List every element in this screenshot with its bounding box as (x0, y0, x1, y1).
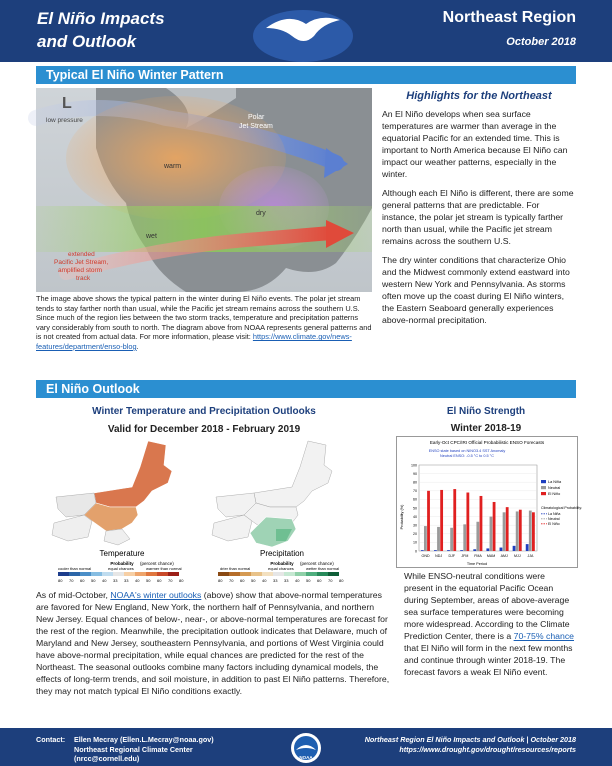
footer-contact-label: Contact: (36, 735, 66, 744)
bar-lania (526, 544, 529, 551)
precip-legend-equal: equal chances (268, 566, 294, 571)
temp-legend-equal: equal chances (108, 566, 134, 571)
pattern-map-graphic (36, 88, 372, 292)
precipitation-label: Precipitation (259, 549, 305, 558)
x-tick-label: MAM (486, 554, 496, 558)
temp-scale-number: 33 (124, 578, 129, 583)
precip-scale-number: 40 (262, 578, 267, 583)
issue-date: October 2018 (506, 36, 576, 48)
legend-label: El Niño (548, 492, 561, 496)
precip-scale-number: 50 (306, 578, 311, 583)
y-tick-label: 100 (411, 463, 417, 468)
x-tick-label: MJJ (514, 554, 521, 558)
bar-neutral (424, 526, 427, 551)
strength-subtitle: Winter 2018-19 (450, 423, 522, 434)
enso-forecast-chart (396, 436, 583, 568)
noaa-logo-icon (290, 732, 322, 764)
legend-swatch (541, 486, 546, 489)
footer (0, 728, 612, 766)
enso-chart-svg (397, 437, 583, 567)
temp-scale-number: 33 (113, 578, 118, 583)
wet-label: wet (146, 233, 157, 240)
y-tick-label: 0 (415, 549, 417, 554)
precip-legend-wet: wetter than normal (306, 566, 340, 571)
bar-elnio (427, 491, 430, 551)
y-tick-label: 20 (413, 532, 417, 537)
cpc-chance-link[interactable]: 70-75% chance (513, 631, 574, 641)
highlights-paragraph-1: An El Niño develops when sea surface temperatures are warmer than average in the equatorial Pacific for an extended time. This is important to North America because El Niño can impact our weather patterns, especially in the winter. (382, 109, 568, 179)
temp-legend-cool: cooler than normal (58, 566, 92, 571)
x-tick-label: DJF (448, 554, 456, 558)
bar-neutral (476, 522, 479, 551)
outlook-valid-period: Valid for December 2018 - February 2019 (107, 424, 301, 435)
title-line-2: and Outlook (37, 32, 137, 51)
y-tick-label: 30 (413, 523, 417, 528)
bar-elnio (493, 502, 496, 551)
section-band-outlook (36, 380, 576, 398)
temp-scale-number: 50 (146, 578, 151, 583)
y-tick-label: 90 (413, 471, 417, 476)
legend-climatology-label: La Niña (548, 512, 561, 516)
pacific-jet-label-4: track (76, 275, 91, 282)
bar-elnio (506, 507, 509, 551)
precip-legend-sub: (percent chance) (300, 561, 334, 566)
y-tick-label: 50 (413, 506, 417, 511)
bar-lania (513, 546, 516, 551)
precip-legend-dry: drier than normal (220, 566, 251, 571)
chart-title: Early-Oct CPC/IRI Official Probabilistic ENSO Forecasts (429, 440, 545, 445)
climate-gov-link[interactable]: https://www.climate.gov/news-features/department/enso-blog (36, 332, 352, 351)
bar-neutral (503, 512, 506, 551)
region-title: Northeast Region (442, 9, 576, 26)
precip-scale-number: 80 (218, 578, 223, 583)
footer-report-title: Northeast Region El Niño Impacts and Outlook | October 2018 (364, 735, 576, 744)
bar-elnio (440, 490, 443, 551)
bar-neutral (450, 528, 453, 551)
y-tick-label: 40 (413, 514, 417, 519)
precip-scale-number: 70 (328, 578, 333, 583)
low-pressure-letter: L (62, 95, 72, 112)
bar-lania (486, 548, 489, 551)
legend-label: La Niña (548, 480, 562, 484)
outlook-body-intro: As of mid-October, (36, 590, 111, 600)
strength-title: El Niño Strength (446, 406, 526, 417)
polar-jet-label-1: Polar (248, 114, 265, 121)
y-tick-label: 80 (413, 480, 417, 485)
section-title: El Niño Outlook (46, 382, 140, 396)
document-title (37, 7, 237, 53)
legend-climatology-title: Climatological Probability: (541, 506, 583, 510)
bar-lania (460, 550, 463, 551)
temp-legend-sub: (percent chance) (140, 561, 174, 566)
precip-scale-number: 40 (295, 578, 300, 583)
bar-lania (473, 549, 476, 551)
y-tick-label: 60 (413, 497, 417, 502)
y-tick-label: 10 (413, 540, 417, 545)
bar-elnio (519, 510, 522, 551)
bar-elnio (480, 496, 483, 551)
x-tick-label: OND (421, 554, 430, 558)
precip-scale-number: 50 (251, 578, 256, 583)
footer-contact-org: Northeast Regional Climate Center (74, 744, 193, 754)
caption-end: . (136, 341, 139, 351)
precip-scale-number: 70 (229, 578, 234, 583)
bar-neutral (463, 524, 466, 551)
pacific-jet-label-1: extended (68, 251, 95, 258)
pacific-jet-label-2: Pacific Jet Stream, (54, 259, 109, 266)
x-tick-label: FMA (474, 554, 482, 558)
legend-swatch (541, 492, 546, 495)
bar-lania (421, 550, 424, 551)
dry-label: dry (256, 210, 266, 217)
temp-legend-warm: warmer than normal (146, 566, 182, 571)
legend-climatology-label: El Niño (548, 522, 560, 526)
caption-text: The image above shows the typical pattern in the winter during El Niño events. The polar jet stream tends to stay farther north than usual, while the Pacific jet stream remains across the southern U.S. Since much of the region lies between the two storm tracks, temperature and precipitation patterns vary considerably from south to north. The diagram above from NOAA represents general patterns and is not created from actual data. For more information, please visit: (36, 294, 372, 342)
temp-scale-number: 60 (157, 578, 162, 583)
temp-scale-number: 40 (102, 578, 107, 583)
temp-legend-title: Probability (110, 561, 134, 566)
section-title: Typical El Niño Winter Pattern (46, 68, 224, 82)
temp-scale-number: 80 (179, 578, 184, 583)
enso-strength-text (404, 570, 576, 678)
footer-report-url[interactable]: https://www.drought.gov/drought/resources/reports (399, 744, 576, 754)
temperature-label: Temperature (99, 549, 145, 558)
y-tick-label: 70 (413, 489, 417, 494)
footer-right (365, 735, 576, 754)
precip-scale-number: 33 (284, 578, 289, 583)
outlook-body-text (36, 589, 392, 697)
x-tick-label: JJA (527, 554, 534, 558)
x-tick-label: JFM (461, 554, 469, 558)
highlights-body (382, 108, 576, 333)
enso-text-rest: that El Niño will form in the next few months and continue through winter 2018-19. The forecast favors a weak El Niño event. (404, 643, 573, 677)
header-banner (0, 0, 612, 62)
noaa-logo-text: NOAA (299, 755, 313, 760)
pacific-jet-label-3: amplified storm (58, 267, 103, 274)
outlooks-title: Winter Temperature and Precipitation Outlooks (92, 406, 316, 417)
footer-contact-email: (nrcc@cornell.edu) (74, 754, 140, 764)
temp-scale-number: 80 (58, 578, 63, 583)
chart-ylabel: Probability (%) (400, 504, 404, 530)
el-nino-pattern-map (36, 88, 372, 292)
warm-label: warm (164, 163, 182, 170)
outlook-maps (48, 437, 372, 587)
legend-climatology-label: Neutral (548, 517, 560, 521)
precip-scale-number: 33 (273, 578, 278, 583)
bar-elnio (466, 493, 469, 551)
footer-contact (74, 735, 214, 764)
bar-elnio (453, 489, 456, 551)
x-tick-label: AMJ (500, 554, 508, 558)
temp-scale-number: 40 (135, 578, 140, 583)
highlights-paragraph-3: The dry winter conditions that characterize Ohio and the Midwest commonly extend eastward into western New York and Pennsylvania. As storms often move up the coast during El Niño winters, the Eastern Seaboard generally experiences above-normal precipitation. (382, 255, 570, 325)
highlights-paragraph-2: Although each El Niño is different, there are some general patterns that are predictable. For instance, the polar jet stream is typically farther north than usual, while the Pacific jet stream remains across the southern U.S. (382, 188, 574, 246)
outlook-maps-graphic (48, 437, 372, 587)
x-tick-label: NDJ (435, 554, 443, 558)
bar-lania (500, 548, 503, 551)
wave-logo-icon (248, 6, 358, 56)
bar-lania (447, 550, 450, 551)
legend-label: Neutral (548, 486, 561, 490)
legend-swatch (541, 480, 546, 483)
bar-elnio (532, 512, 535, 551)
title-line-1: El Niño Impacts (37, 9, 165, 28)
bar-neutral (529, 511, 532, 551)
footer-contact-name: Ellen Mecray (Ellen.L.Mecray@noaa.gov) (74, 735, 214, 744)
temp-scale-number: 70 (69, 578, 74, 583)
highlights-title: Highlights for the Northeast (406, 90, 552, 102)
section-band-winter-pattern (36, 66, 576, 84)
bar-lania (434, 550, 437, 551)
temp-scale-number: 50 (91, 578, 96, 583)
temp-scale-number: 60 (80, 578, 85, 583)
low-pressure-label: low pressure (46, 117, 83, 124)
precip-legend-title: Probability (270, 561, 294, 566)
bar-neutral (516, 511, 519, 551)
precip-scale-number: 80 (339, 578, 344, 583)
enso-text-intro: While ENSO-neutral conditions were present in the equatorial Pacific Ocean during September, areas of above-average sea surface temperatures were becoming more widespread. According to the Climate Prediction Center, there is a (404, 571, 570, 641)
temp-scale-number: 70 (168, 578, 173, 583)
precip-scale-number: 60 (317, 578, 322, 583)
outlook-body-rest: (above) show that above-normal temperatures are favored for New England, New York, the northern half of Pennsylvania, and northern New Jersey. Equal chances of below-, near-, or above-normal temperatures are forecast for the rest of the region. Meanwhile, the precipitation outlook indicates that Delaware, much of Maryland and New Jersey, southeastern Pennsylvania, and portions of West Virginia could have above-normal precipitation, while equal chances are predicted for the rest of the Northeast. The seasonal outlooks combine many factors including dynamical models, the effects of long-term trends, and soil moisture, in addition to past El Niño patterns. Therefore, they may not match typical El Niño conditions exactly. (36, 590, 390, 696)
chart-legend (541, 480, 582, 526)
precip-scale-number: 60 (240, 578, 245, 583)
chart-xlabel: Time Period (466, 562, 488, 566)
map-caption (36, 294, 372, 352)
bar-neutral (490, 517, 493, 551)
bar-neutral (437, 527, 440, 551)
polar-jet-label-2: Jet Stream (239, 123, 273, 130)
chart-subtitle-2: Neutral ENSO: -0.5 °C to 0.5 °C (440, 454, 494, 458)
chart-subtitle-1: ENSO state based on NINO3.4 SST Anomaly (428, 449, 506, 453)
noaa-winter-outlooks-link[interactable]: NOAA's winter outlooks (110, 590, 202, 600)
